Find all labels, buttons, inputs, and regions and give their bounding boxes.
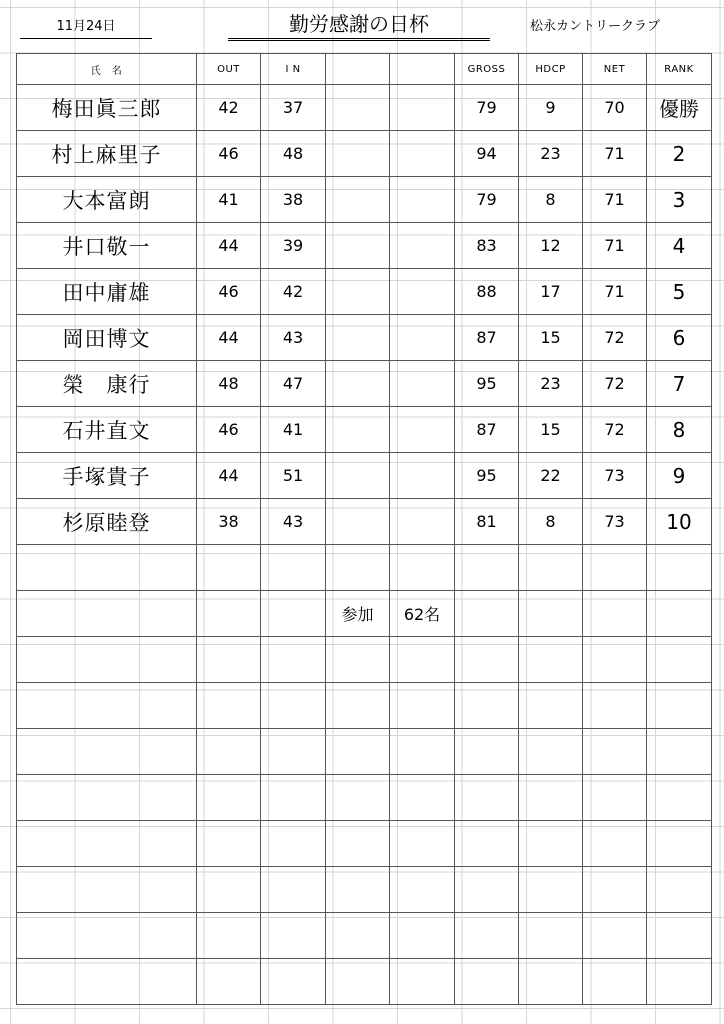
gross-score: 95 xyxy=(455,361,519,407)
handicap: 12 xyxy=(519,223,583,269)
empty-row xyxy=(17,729,712,775)
blank-cell xyxy=(326,315,390,361)
rank: 2 xyxy=(647,131,712,177)
header-blank-1 xyxy=(326,54,390,85)
rank: 10 xyxy=(647,499,712,545)
empty-row xyxy=(17,913,712,959)
table-header xyxy=(17,54,712,85)
header-rank: RANK xyxy=(647,54,712,85)
participants-row xyxy=(17,591,712,637)
player-name: 大本富朗 xyxy=(17,177,197,223)
table-row xyxy=(17,223,712,269)
rank: 優勝 xyxy=(647,85,712,131)
in-score: 47 xyxy=(261,361,326,407)
out-score: 42 xyxy=(197,85,261,131)
header-hdcp: HDCP xyxy=(519,54,583,85)
header-net: NET xyxy=(583,54,647,85)
table-row xyxy=(17,499,712,545)
out-score: 46 xyxy=(197,407,261,453)
player-name: 井口敬一 xyxy=(17,223,197,269)
player-name: 田中庸雄 xyxy=(17,269,197,315)
gross-score: 81 xyxy=(455,499,519,545)
header-gross: GROSS xyxy=(455,54,519,85)
out-score: 38 xyxy=(197,499,261,545)
empty-row xyxy=(17,683,712,729)
blank-cell xyxy=(390,453,455,499)
out-score: 44 xyxy=(197,453,261,499)
in-score: 38 xyxy=(261,177,326,223)
out-score: 46 xyxy=(197,131,261,177)
empty-row xyxy=(17,867,712,913)
out-score: 44 xyxy=(197,223,261,269)
player-name: 手塚貴子 xyxy=(17,453,197,499)
net-score: 73 xyxy=(583,499,647,545)
net-score: 71 xyxy=(583,223,647,269)
out-score: 48 xyxy=(197,361,261,407)
blank-cell xyxy=(326,223,390,269)
blank-cell xyxy=(326,361,390,407)
table-row xyxy=(17,315,712,361)
handicap: 23 xyxy=(519,131,583,177)
gross-score: 79 xyxy=(455,177,519,223)
rank: 9 xyxy=(647,453,712,499)
net-score: 72 xyxy=(583,361,647,407)
gross-score: 94 xyxy=(455,131,519,177)
out-score: 41 xyxy=(197,177,261,223)
net-score: 71 xyxy=(583,131,647,177)
blank-cell xyxy=(326,177,390,223)
in-score: 42 xyxy=(261,269,326,315)
gross-score: 88 xyxy=(455,269,519,315)
club-name: 松永カントリークラブ xyxy=(530,19,661,34)
player-name: 石井直文 xyxy=(17,407,197,453)
empty-row xyxy=(17,959,712,1005)
gross-score: 95 xyxy=(455,453,519,499)
in-score: 41 xyxy=(261,407,326,453)
table-row xyxy=(17,453,712,499)
handicap: 15 xyxy=(519,315,583,361)
blank-cell xyxy=(326,453,390,499)
rank: 3 xyxy=(647,177,712,223)
empty-row xyxy=(17,637,712,683)
out-score: 46 xyxy=(197,269,261,315)
header-name: 氏 名 xyxy=(17,54,197,85)
table-row xyxy=(17,85,712,131)
handicap: 15 xyxy=(519,407,583,453)
net-score: 70 xyxy=(583,85,647,131)
empty-row xyxy=(17,775,712,821)
results-table xyxy=(16,53,712,1005)
in-score: 48 xyxy=(261,131,326,177)
rank: 4 xyxy=(647,223,712,269)
empty-row xyxy=(17,821,712,867)
blank-cell xyxy=(326,499,390,545)
blank-cell xyxy=(326,407,390,453)
blank-cell xyxy=(390,315,455,361)
page-title: 勤労感謝の日杯 xyxy=(228,10,490,41)
blank-cell xyxy=(390,499,455,545)
header-out: OUT xyxy=(197,54,261,85)
player-name: 榮 康行 xyxy=(17,361,197,407)
table-row xyxy=(17,269,712,315)
handicap: 22 xyxy=(519,453,583,499)
blank-cell xyxy=(390,361,455,407)
participants-count: 62名 xyxy=(390,591,455,637)
player-name: 岡田博文 xyxy=(17,315,197,361)
in-score: 37 xyxy=(261,85,326,131)
player-name: 梅田眞三郎 xyxy=(17,85,197,131)
in-score: 51 xyxy=(261,453,326,499)
net-score: 71 xyxy=(583,269,647,315)
net-score: 73 xyxy=(583,453,647,499)
in-score: 43 xyxy=(261,499,326,545)
handicap: 8 xyxy=(519,499,583,545)
handicap: 8 xyxy=(519,177,583,223)
handicap: 23 xyxy=(519,361,583,407)
blank-cell xyxy=(390,407,455,453)
blank-cell xyxy=(390,223,455,269)
blank-cell xyxy=(326,85,390,131)
net-score: 72 xyxy=(583,315,647,361)
event-date: 11月24日 xyxy=(20,16,152,39)
header-blank-2 xyxy=(390,54,455,85)
gross-score: 79 xyxy=(455,85,519,131)
rank: 5 xyxy=(647,269,712,315)
empty-row xyxy=(17,545,712,591)
blank-cell xyxy=(390,269,455,315)
in-score: 43 xyxy=(261,315,326,361)
net-score: 71 xyxy=(583,177,647,223)
rank: 8 xyxy=(647,407,712,453)
blank-cell xyxy=(326,131,390,177)
rank: 7 xyxy=(647,361,712,407)
table-row xyxy=(17,131,712,177)
player-name: 杉原睦登 xyxy=(17,499,197,545)
player-name: 村上麻里子 xyxy=(17,131,197,177)
blank-cell xyxy=(390,131,455,177)
in-score: 39 xyxy=(261,223,326,269)
gross-score: 87 xyxy=(455,407,519,453)
blank-cell xyxy=(326,269,390,315)
gross-score: 83 xyxy=(455,223,519,269)
participants-label: 参加 xyxy=(326,591,390,637)
blank-cell xyxy=(390,177,455,223)
handicap: 17 xyxy=(519,269,583,315)
table-row xyxy=(17,407,712,453)
blank-cell xyxy=(390,85,455,131)
out-score: 44 xyxy=(197,315,261,361)
table-row xyxy=(17,177,712,223)
rank: 6 xyxy=(647,315,712,361)
table-row xyxy=(17,361,712,407)
handicap: 9 xyxy=(519,85,583,131)
header-in: I N xyxy=(261,54,326,85)
gross-score: 87 xyxy=(455,315,519,361)
net-score: 72 xyxy=(583,407,647,453)
